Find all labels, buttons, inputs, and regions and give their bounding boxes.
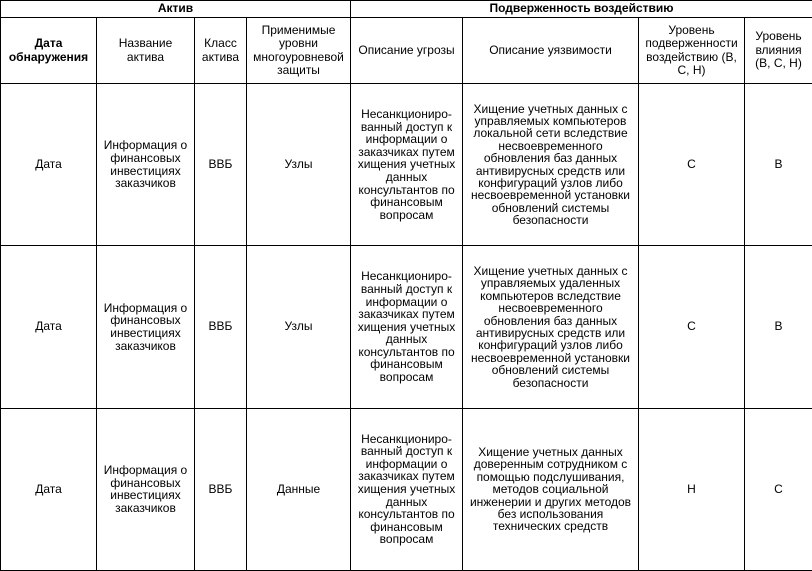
cell-asset-class: ВВБ: [195, 84, 247, 246]
cell-date: Дата: [1, 246, 97, 408]
cell-date: Дата: [1, 408, 97, 570]
header-asset-name: Название актива: [97, 18, 195, 84]
asset-group-header: Актив: [1, 1, 351, 18]
cell-protection: Узлы: [247, 246, 351, 408]
cell-asset-class: ВВБ: [195, 408, 247, 570]
header-protection-levels: Применимые уровни многоуровневой защиты: [247, 18, 351, 84]
cell-threat: Несанкциониро-ванный доступ к информации о заказчиках путем хищения учетных данных консультантов по финансовым вопросам: [351, 246, 463, 408]
cell-protection: Узлы: [247, 84, 351, 246]
cell-impact: С: [745, 408, 812, 570]
cell-exposure: С: [639, 84, 745, 246]
cell-vulnerability: Хищение учетных данных с управляемых компьютеров локальной сети вследствие несвоевременного обновления баз данных антивирусных средств или конфигураций узлов либо несвоевременной установки обновлений системы безопасности: [463, 84, 639, 246]
cell-asset-class: ВВБ: [195, 246, 247, 408]
cell-impact: В: [745, 246, 812, 408]
exposure-group-header: Подверженность воздействию: [351, 1, 812, 18]
cell-threat: Несанкциониро-ванный доступ к информации о заказчиках путем хищения учетных данных консультантов по финансовым вопросам: [351, 84, 463, 246]
cell-date: Дата: [1, 84, 97, 246]
cell-asset-name: Информация о финансовых инвестициях заказчиков: [97, 408, 195, 570]
cell-vulnerability: Хищение учетных данных доверенным сотрудником с помощью подслушивания, методов социальной инженерии и других методов без использования технических средств: [463, 408, 639, 570]
cell-protection: Данные: [247, 408, 351, 570]
header-threat-description: Описание угрозы: [351, 18, 463, 84]
cell-exposure: Н: [639, 408, 745, 570]
cell-exposure: С: [639, 246, 745, 408]
header-impact-level: Уровень влияния (В, С, Н): [745, 18, 812, 84]
header-detection-date: Дата обнаружения: [1, 18, 97, 84]
cell-impact: В: [745, 84, 812, 246]
cell-asset-name: Информация о финансовых инвестициях заказчиков: [97, 246, 195, 408]
table-row: [1, 84, 812, 246]
cell-asset-name: Информация о финансовых инвестициях заказчиков: [97, 84, 195, 246]
table-row: [1, 246, 812, 408]
header-vulnerability-description: Описание уязвимости: [463, 18, 639, 84]
table-row: [1, 408, 812, 570]
header-asset-class: Класс актива: [195, 18, 247, 84]
header-exposure-level: Уровень подверженности воздействию (В, С, Н): [639, 18, 745, 84]
cell-threat: Несанкциониро-ванный доступ к информации о заказчиках путем хищения учетных данных консультантов по финансовым вопросам: [351, 408, 463, 570]
cell-vulnerability: Хищение учетных данных с управляемых удаленных компьютеров вследствие несвоевременного обновления баз данных антивирусных средств или конфигураций узлов либо несвоевременной установки обновлений системы безопасности: [463, 246, 639, 408]
